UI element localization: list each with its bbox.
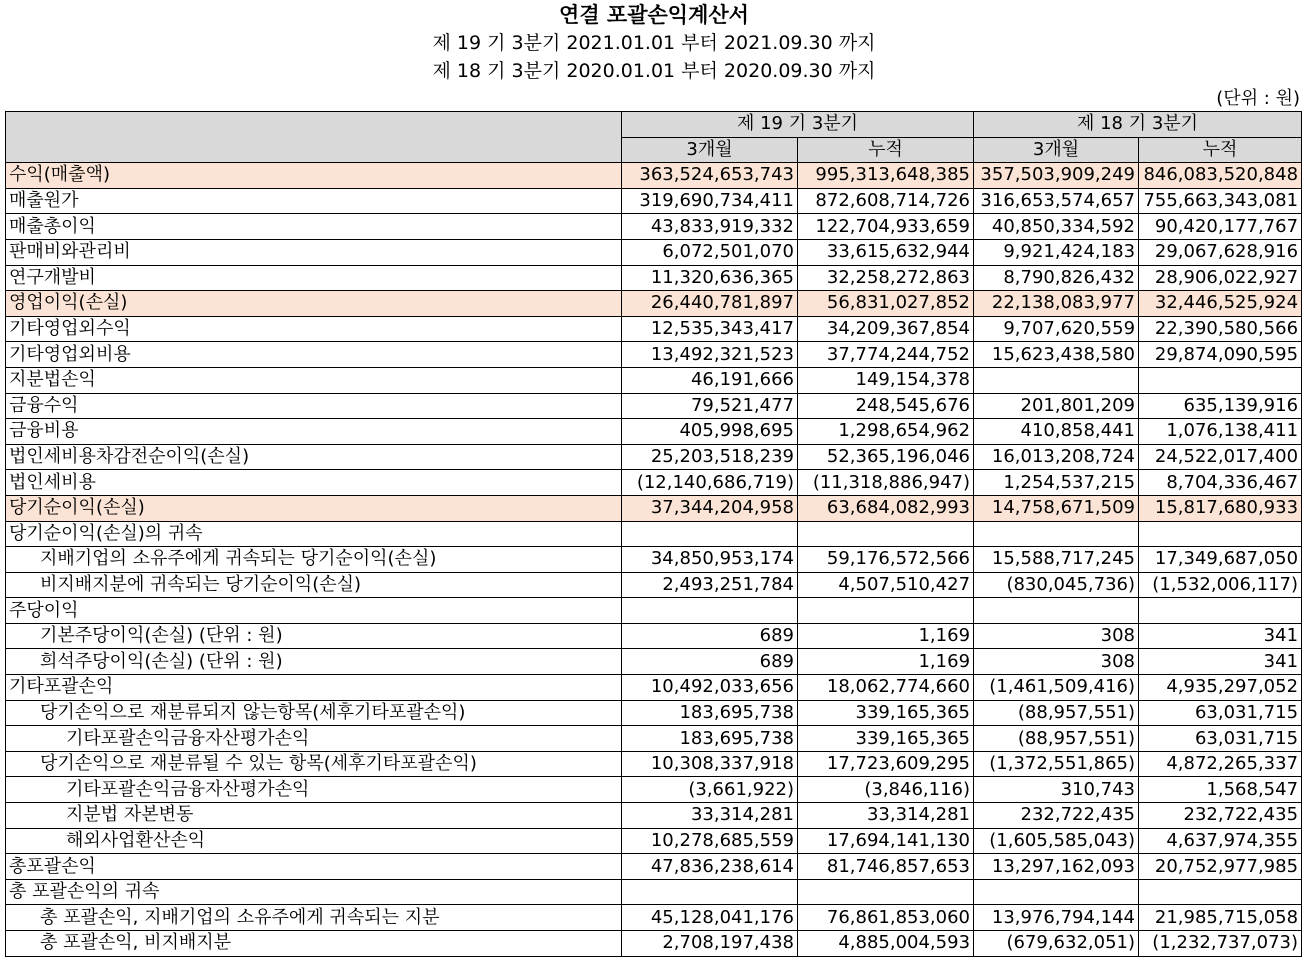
value-current-3m: 319,690,734,411 (622, 188, 798, 214)
unit-label: (단위 : 원) (1216, 88, 1300, 109)
table-row (6, 879, 1302, 905)
table-row (6, 163, 1302, 189)
table-row (6, 931, 1302, 957)
value-current-cum: 33,314,281 (798, 803, 974, 829)
value-current-cum: 32,258,272,863 (798, 265, 974, 291)
header-group-current: 제 19 기 3분기 (622, 112, 974, 138)
row-label: 기타포괄손익금융자산평가손익 (6, 777, 622, 803)
value-current-3m (622, 521, 798, 547)
value-previous-3m: 308 (974, 623, 1139, 649)
table-row (6, 214, 1302, 240)
row-label: 기타영업외수익 (6, 316, 622, 342)
value-previous-cum: 28,906,022,927 (1139, 265, 1302, 291)
row-label: 기타포괄손익 (6, 675, 622, 701)
value-previous-3m: 22,138,083,977 (974, 291, 1139, 317)
value-current-3m: 10,492,033,656 (622, 675, 798, 701)
value-current-3m: 363,524,653,743 (622, 163, 798, 189)
value-current-cum: 34,209,367,854 (798, 316, 974, 342)
value-previous-3m: (679,632,051) (974, 931, 1139, 957)
value-current-cum: 1,298,654,962 (798, 419, 974, 445)
value-previous-3m: 40,850,334,592 (974, 214, 1139, 240)
value-current-cum: 4,885,004,593 (798, 931, 974, 957)
row-label: 판매비와관리비 (6, 239, 622, 265)
row-label: 금융수익 (6, 393, 622, 419)
table-row (6, 726, 1302, 752)
row-label: 지분법 자본변동 (6, 803, 622, 829)
row-label: 수익(매출액) (6, 163, 622, 189)
table-row (6, 777, 1302, 803)
table-row (6, 265, 1302, 291)
row-label: 법인세비용차감전순이익(손실) (6, 444, 622, 470)
row-label: 희석주당이익(손실) (단위 : 원) (6, 649, 622, 675)
value-previous-3m: 201,801,209 (974, 393, 1139, 419)
value-current-3m: 45,128,041,176 (622, 905, 798, 931)
row-label: 총 포괄손익, 비지배지분 (6, 931, 622, 957)
table-row (6, 342, 1302, 368)
value-previous-3m: 13,976,794,144 (974, 905, 1139, 931)
table-row (6, 291, 1302, 317)
row-label: 연구개발비 (6, 265, 622, 291)
table-row (6, 623, 1302, 649)
row-label: 지분법손익 (6, 367, 622, 393)
row-label: 기타영업외비용 (6, 342, 622, 368)
value-current-3m: 12,535,343,417 (622, 316, 798, 342)
value-previous-cum: 17,349,687,050 (1139, 547, 1302, 573)
value-current-cum: 33,615,632,944 (798, 239, 974, 265)
value-current-cum: 76,861,853,060 (798, 905, 974, 931)
value-current-3m: 43,833,919,332 (622, 214, 798, 240)
value-current-cum: (11,318,886,947) (798, 470, 974, 496)
value-current-3m: 79,521,477 (622, 393, 798, 419)
value-current-3m: 2,708,197,438 (622, 931, 798, 957)
value-current-3m: 47,836,238,614 (622, 854, 798, 880)
value-current-cum: 18,062,774,660 (798, 675, 974, 701)
statement-title: 연결 포괄손익계산서 (559, 3, 749, 27)
value-previous-cum (1139, 879, 1302, 905)
value-previous-cum: 90,420,177,767 (1139, 214, 1302, 240)
header-row-groups (6, 112, 1302, 138)
table-row (6, 675, 1302, 701)
value-current-3m: (12,140,686,719) (622, 470, 798, 496)
value-current-3m: 6,072,501,070 (622, 239, 798, 265)
value-previous-3m: (1,372,551,865) (974, 751, 1139, 777)
value-current-cum: (3,846,116) (798, 777, 974, 803)
value-previous-cum (1139, 367, 1302, 393)
value-previous-cum (1139, 598, 1302, 624)
value-previous-cum: 341 (1139, 649, 1302, 675)
value-current-3m: 13,492,321,523 (622, 342, 798, 368)
value-previous-cum: 755,663,343,081 (1139, 188, 1302, 214)
value-current-3m: 46,191,666 (622, 367, 798, 393)
value-current-3m: 689 (622, 649, 798, 675)
value-previous-3m: (1,605,585,043) (974, 828, 1139, 854)
value-current-3m: 26,440,781,897 (622, 291, 798, 317)
value-previous-3m: 9,921,424,183 (974, 239, 1139, 265)
value-current-3m: 689 (622, 623, 798, 649)
value-current-3m: 37,344,204,958 (622, 495, 798, 521)
value-current-3m: 183,695,738 (622, 700, 798, 726)
row-label: 법인세비용 (6, 470, 622, 496)
row-label: 당기순이익(손실)의 귀속 (6, 521, 622, 547)
header-blank-cell (6, 112, 622, 163)
value-previous-cum: 4,637,974,355 (1139, 828, 1302, 854)
value-previous-cum: 20,752,977,985 (1139, 854, 1302, 880)
value-current-3m (622, 598, 798, 624)
value-previous-cum: (1,232,737,073) (1139, 931, 1302, 957)
value-current-cum (798, 521, 974, 547)
income-statement-table (5, 111, 1302, 957)
value-current-cum (798, 879, 974, 905)
period-previous: 제 18 기 3분기 2020.01.01 부터 2020.09.30 까지 (432, 60, 876, 82)
value-previous-cum: 4,872,265,337 (1139, 751, 1302, 777)
value-previous-3m: 9,707,620,559 (974, 316, 1139, 342)
table-row (6, 803, 1302, 829)
row-label: 비지배지분에 귀속되는 당기순이익(손실) (6, 572, 622, 598)
value-previous-cum: 232,722,435 (1139, 803, 1302, 829)
value-current-3m: 10,308,337,918 (622, 751, 798, 777)
value-previous-cum: 1,076,138,411 (1139, 419, 1302, 445)
value-previous-cum: 1,568,547 (1139, 777, 1302, 803)
value-previous-3m: 15,588,717,245 (974, 547, 1139, 573)
value-previous-cum: 341 (1139, 623, 1302, 649)
row-label: 기본주당이익(손실) (단위 : 원) (6, 623, 622, 649)
value-previous-cum: 63,031,715 (1139, 700, 1302, 726)
row-label: 영업이익(손실) (6, 291, 622, 317)
header-group-previous: 제 18 기 3분기 (974, 112, 1302, 138)
value-current-cum: 63,684,082,993 (798, 495, 974, 521)
value-current-cum (798, 598, 974, 624)
value-current-cum: 1,169 (798, 623, 974, 649)
header-previous-cum: 누적 (1139, 137, 1302, 163)
period-current: 제 19 기 3분기 2021.01.01 부터 2021.09.30 까지 (432, 32, 876, 54)
value-previous-3m: 232,722,435 (974, 803, 1139, 829)
value-previous-cum: 29,874,090,595 (1139, 342, 1302, 368)
value-previous-3m: 316,653,574,657 (974, 188, 1139, 214)
table-row (6, 598, 1302, 624)
value-previous-cum: 8,704,336,467 (1139, 470, 1302, 496)
value-previous-cum: 846,083,520,848 (1139, 163, 1302, 189)
value-previous-3m: 310,743 (974, 777, 1139, 803)
value-current-cum: 339,165,365 (798, 726, 974, 752)
value-previous-3m (974, 367, 1139, 393)
value-current-3m (622, 879, 798, 905)
value-current-cum: 37,774,244,752 (798, 342, 974, 368)
value-current-3m: 33,314,281 (622, 803, 798, 829)
table-row (6, 828, 1302, 854)
value-previous-3m: 14,758,671,509 (974, 495, 1139, 521)
value-previous-3m: 16,013,208,724 (974, 444, 1139, 470)
value-current-cum: 149,154,378 (798, 367, 974, 393)
value-previous-cum: 635,139,916 (1139, 393, 1302, 419)
header-current-cum: 누적 (798, 137, 974, 163)
value-previous-3m: 357,503,909,249 (974, 163, 1139, 189)
table-row (6, 854, 1302, 880)
value-current-cum: 17,723,609,295 (798, 751, 974, 777)
value-previous-3m: (1,461,509,416) (974, 675, 1139, 701)
value-current-3m: 34,850,953,174 (622, 547, 798, 573)
row-label: 당기손익으로 재분류될 수 있는 항목(세후기타포괄손익) (6, 751, 622, 777)
value-previous-3m: 308 (974, 649, 1139, 675)
table-row (6, 649, 1302, 675)
value-current-cum: 339,165,365 (798, 700, 974, 726)
value-current-cum: 1,169 (798, 649, 974, 675)
value-current-3m: 405,998,695 (622, 419, 798, 445)
value-previous-3m (974, 879, 1139, 905)
row-label: 금융비용 (6, 419, 622, 445)
value-current-cum: 59,176,572,566 (798, 547, 974, 573)
value-previous-cum: 32,446,525,924 (1139, 291, 1302, 317)
value-previous-cum: 24,522,017,400 (1139, 444, 1302, 470)
value-previous-3m (974, 521, 1139, 547)
value-current-cum: 122,704,933,659 (798, 214, 974, 240)
table-row (6, 495, 1302, 521)
table-row (6, 444, 1302, 470)
row-label: 매출총이익 (6, 214, 622, 240)
table-row (6, 905, 1302, 931)
value-current-cum: 248,545,676 (798, 393, 974, 419)
value-previous-3m: (830,045,736) (974, 572, 1139, 598)
table-row (6, 751, 1302, 777)
value-current-3m: 2,493,251,784 (622, 572, 798, 598)
value-current-cum: 995,313,648,385 (798, 163, 974, 189)
table-row (6, 393, 1302, 419)
value-current-cum: 81,746,857,653 (798, 854, 974, 880)
value-previous-cum: 4,935,297,052 (1139, 675, 1302, 701)
table-row (6, 547, 1302, 573)
table-row (6, 316, 1302, 342)
value-current-3m: 25,203,518,239 (622, 444, 798, 470)
table-row (6, 239, 1302, 265)
value-current-cum: 52,365,196,046 (798, 444, 974, 470)
value-current-3m: 11,320,636,365 (622, 265, 798, 291)
row-label: 당기손익으로 재분류되지 않는항목(세후기타포괄손익) (6, 700, 622, 726)
value-previous-cum: 21,985,715,058 (1139, 905, 1302, 931)
value-previous-3m (974, 598, 1139, 624)
value-current-3m: (3,661,922) (622, 777, 798, 803)
value-previous-cum: 22,390,580,566 (1139, 316, 1302, 342)
table-row (6, 419, 1302, 445)
value-previous-3m: 15,623,438,580 (974, 342, 1139, 368)
table-row (6, 188, 1302, 214)
table-row (6, 700, 1302, 726)
value-previous-3m: 13,297,162,093 (974, 854, 1139, 880)
table-row (6, 470, 1302, 496)
value-previous-cum: 15,817,680,933 (1139, 495, 1302, 521)
header-current-3m: 3개월 (622, 137, 798, 163)
row-label: 총 포괄손익의 귀속 (6, 879, 622, 905)
value-current-cum: 56,831,027,852 (798, 291, 974, 317)
row-label: 당기순이익(손실) (6, 495, 622, 521)
row-label: 해외사업환산손익 (6, 828, 622, 854)
row-label: 기타포괄손익금융자산평가손익 (6, 726, 622, 752)
header-previous-3m: 3개월 (974, 137, 1139, 163)
row-label: 총포괄손익 (6, 854, 622, 880)
value-previous-cum: (1,532,006,117) (1139, 572, 1302, 598)
value-previous-3m: 410,858,441 (974, 419, 1139, 445)
value-current-cum: 872,608,714,726 (798, 188, 974, 214)
table-row (6, 521, 1302, 547)
value-current-3m: 183,695,738 (622, 726, 798, 752)
row-label: 주당이익 (6, 598, 622, 624)
row-label: 지배기업의 소유주에게 귀속되는 당기순이익(손실) (6, 547, 622, 573)
value-previous-cum: 29,067,628,916 (1139, 239, 1302, 265)
value-previous-3m: (88,957,551) (974, 726, 1139, 752)
value-previous-cum (1139, 521, 1302, 547)
row-label: 매출원가 (6, 188, 622, 214)
value-previous-3m: 8,790,826,432 (974, 265, 1139, 291)
table-row (6, 572, 1302, 598)
value-previous-3m: 1,254,537,215 (974, 470, 1139, 496)
value-current-cum: 4,507,510,427 (798, 572, 974, 598)
value-previous-cum: 63,031,715 (1139, 726, 1302, 752)
row-label: 총 포괄손익, 지배기업의 소유주에게 귀속되는 지분 (6, 905, 622, 931)
value-current-3m: 10,278,685,559 (622, 828, 798, 854)
table-row (6, 367, 1302, 393)
value-current-cum: 17,694,141,130 (798, 828, 974, 854)
value-previous-3m: (88,957,551) (974, 700, 1139, 726)
